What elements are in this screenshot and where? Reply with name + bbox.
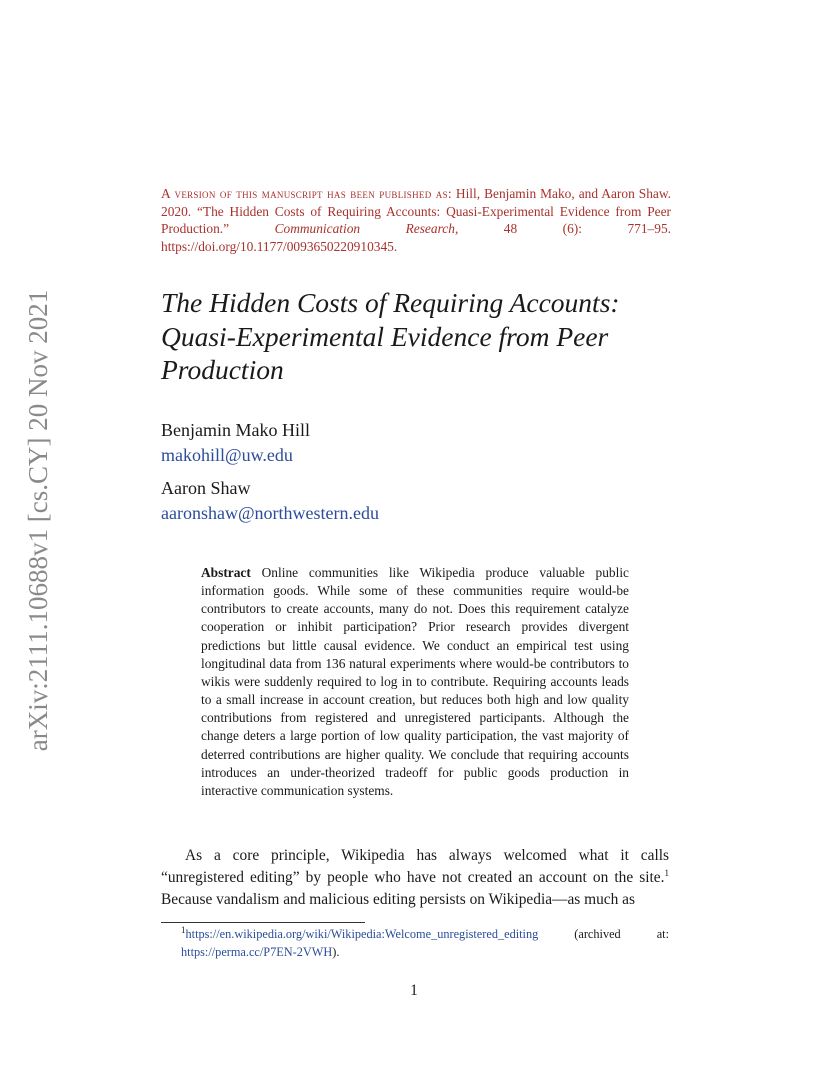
body-paragraph-continuation: Because vandalism and malicious editing persists on Wikipedia—as much as bbox=[161, 891, 635, 908]
footnote-reference[interactable]: 1 bbox=[664, 867, 669, 878]
publication-doi-link[interactable]: https://doi.org/10.1177/0093650220910345. bbox=[161, 238, 398, 254]
arxiv-identifier-stamp bbox=[12, 280, 66, 760]
body-paragraph-text: As a core principle, Wikipedia has always welcomed what it calls “unregistered editing” by people who have not created an account on the site. bbox=[161, 847, 669, 886]
footnote-divider bbox=[161, 922, 365, 923]
publication-article-title: “The Hidden Costs of Requiring Accounts: Quasi-Experimental Evidence from Peer Production.” bbox=[161, 203, 671, 236]
abstract-text: Online communities like Wikipedia produce valuable public information goods. While some of these communities require would-be contributors to create accounts, many do not. Does this requirement catalyze cooperation or inhibit participation? Prior research provides divergent predictions but little causal evidence. We conduct an empirical test using longitudinal data from 136 natural experiments where would-be contributors to wikis were suddenly required to log in to contribute. Requiring accounts leads to a small increase in account creation, but reduces both high and low quality contributions from registered and unregistered participants. Although the change deters a large portion of low quality participation, the vast majority of deterred contributions are higher quality. We conclude that requiring accounts introduces an under-theorized tradeoff for public goods production in interactive communication systems. bbox=[201, 565, 629, 798]
abstract-block bbox=[201, 564, 629, 800]
body-paragraph bbox=[161, 845, 669, 911]
publication-note-lead: A version of this manuscript has been published as: bbox=[161, 186, 452, 201]
footnote-archive-link[interactable]: https://perma.cc/P7EN-2VWH bbox=[181, 945, 333, 959]
arxiv-stamp-text: arXiv:2111.10688v1 [cs.CY] 20 Nov 2021 bbox=[23, 289, 54, 751]
author-email-link[interactable]: aaronshaw@northwestern.edu bbox=[161, 503, 380, 523]
page-number: 1 bbox=[410, 982, 418, 999]
footnote-url-link[interactable]: https://en.wikipedia.org/wiki/Wikipedia:Welcome_unregistered_editing bbox=[185, 927, 539, 941]
publication-journal: Communication Research bbox=[274, 221, 455, 236]
footnote bbox=[161, 925, 669, 961]
publication-citation-authors: Hill, Benjamin Mako, and Aaron Shaw. bbox=[455, 186, 671, 201]
publication-volume-pages: , 48 (6): 771–95. bbox=[454, 221, 671, 236]
footnote-mark: 1 bbox=[181, 924, 186, 935]
footnote-line bbox=[161, 925, 669, 961]
publication-year: 2020. bbox=[161, 203, 192, 219]
footnote-archived-label: (archived at: bbox=[538, 927, 669, 941]
abstract-heading: Abstract bbox=[201, 565, 251, 580]
footnote-close: ). bbox=[332, 945, 340, 959]
author-name: Benjamin Mako Hill bbox=[161, 420, 310, 440]
body-text bbox=[161, 845, 669, 911]
paper-title: The Hidden Costs of Requiring Accounts: Quasi-Experimental Evidence from Peer Production bbox=[161, 287, 620, 385]
publication-note bbox=[161, 185, 671, 255]
author-name: Aaron Shaw bbox=[161, 478, 251, 498]
author-email-link[interactable]: makohill@uw.edu bbox=[161, 445, 293, 465]
